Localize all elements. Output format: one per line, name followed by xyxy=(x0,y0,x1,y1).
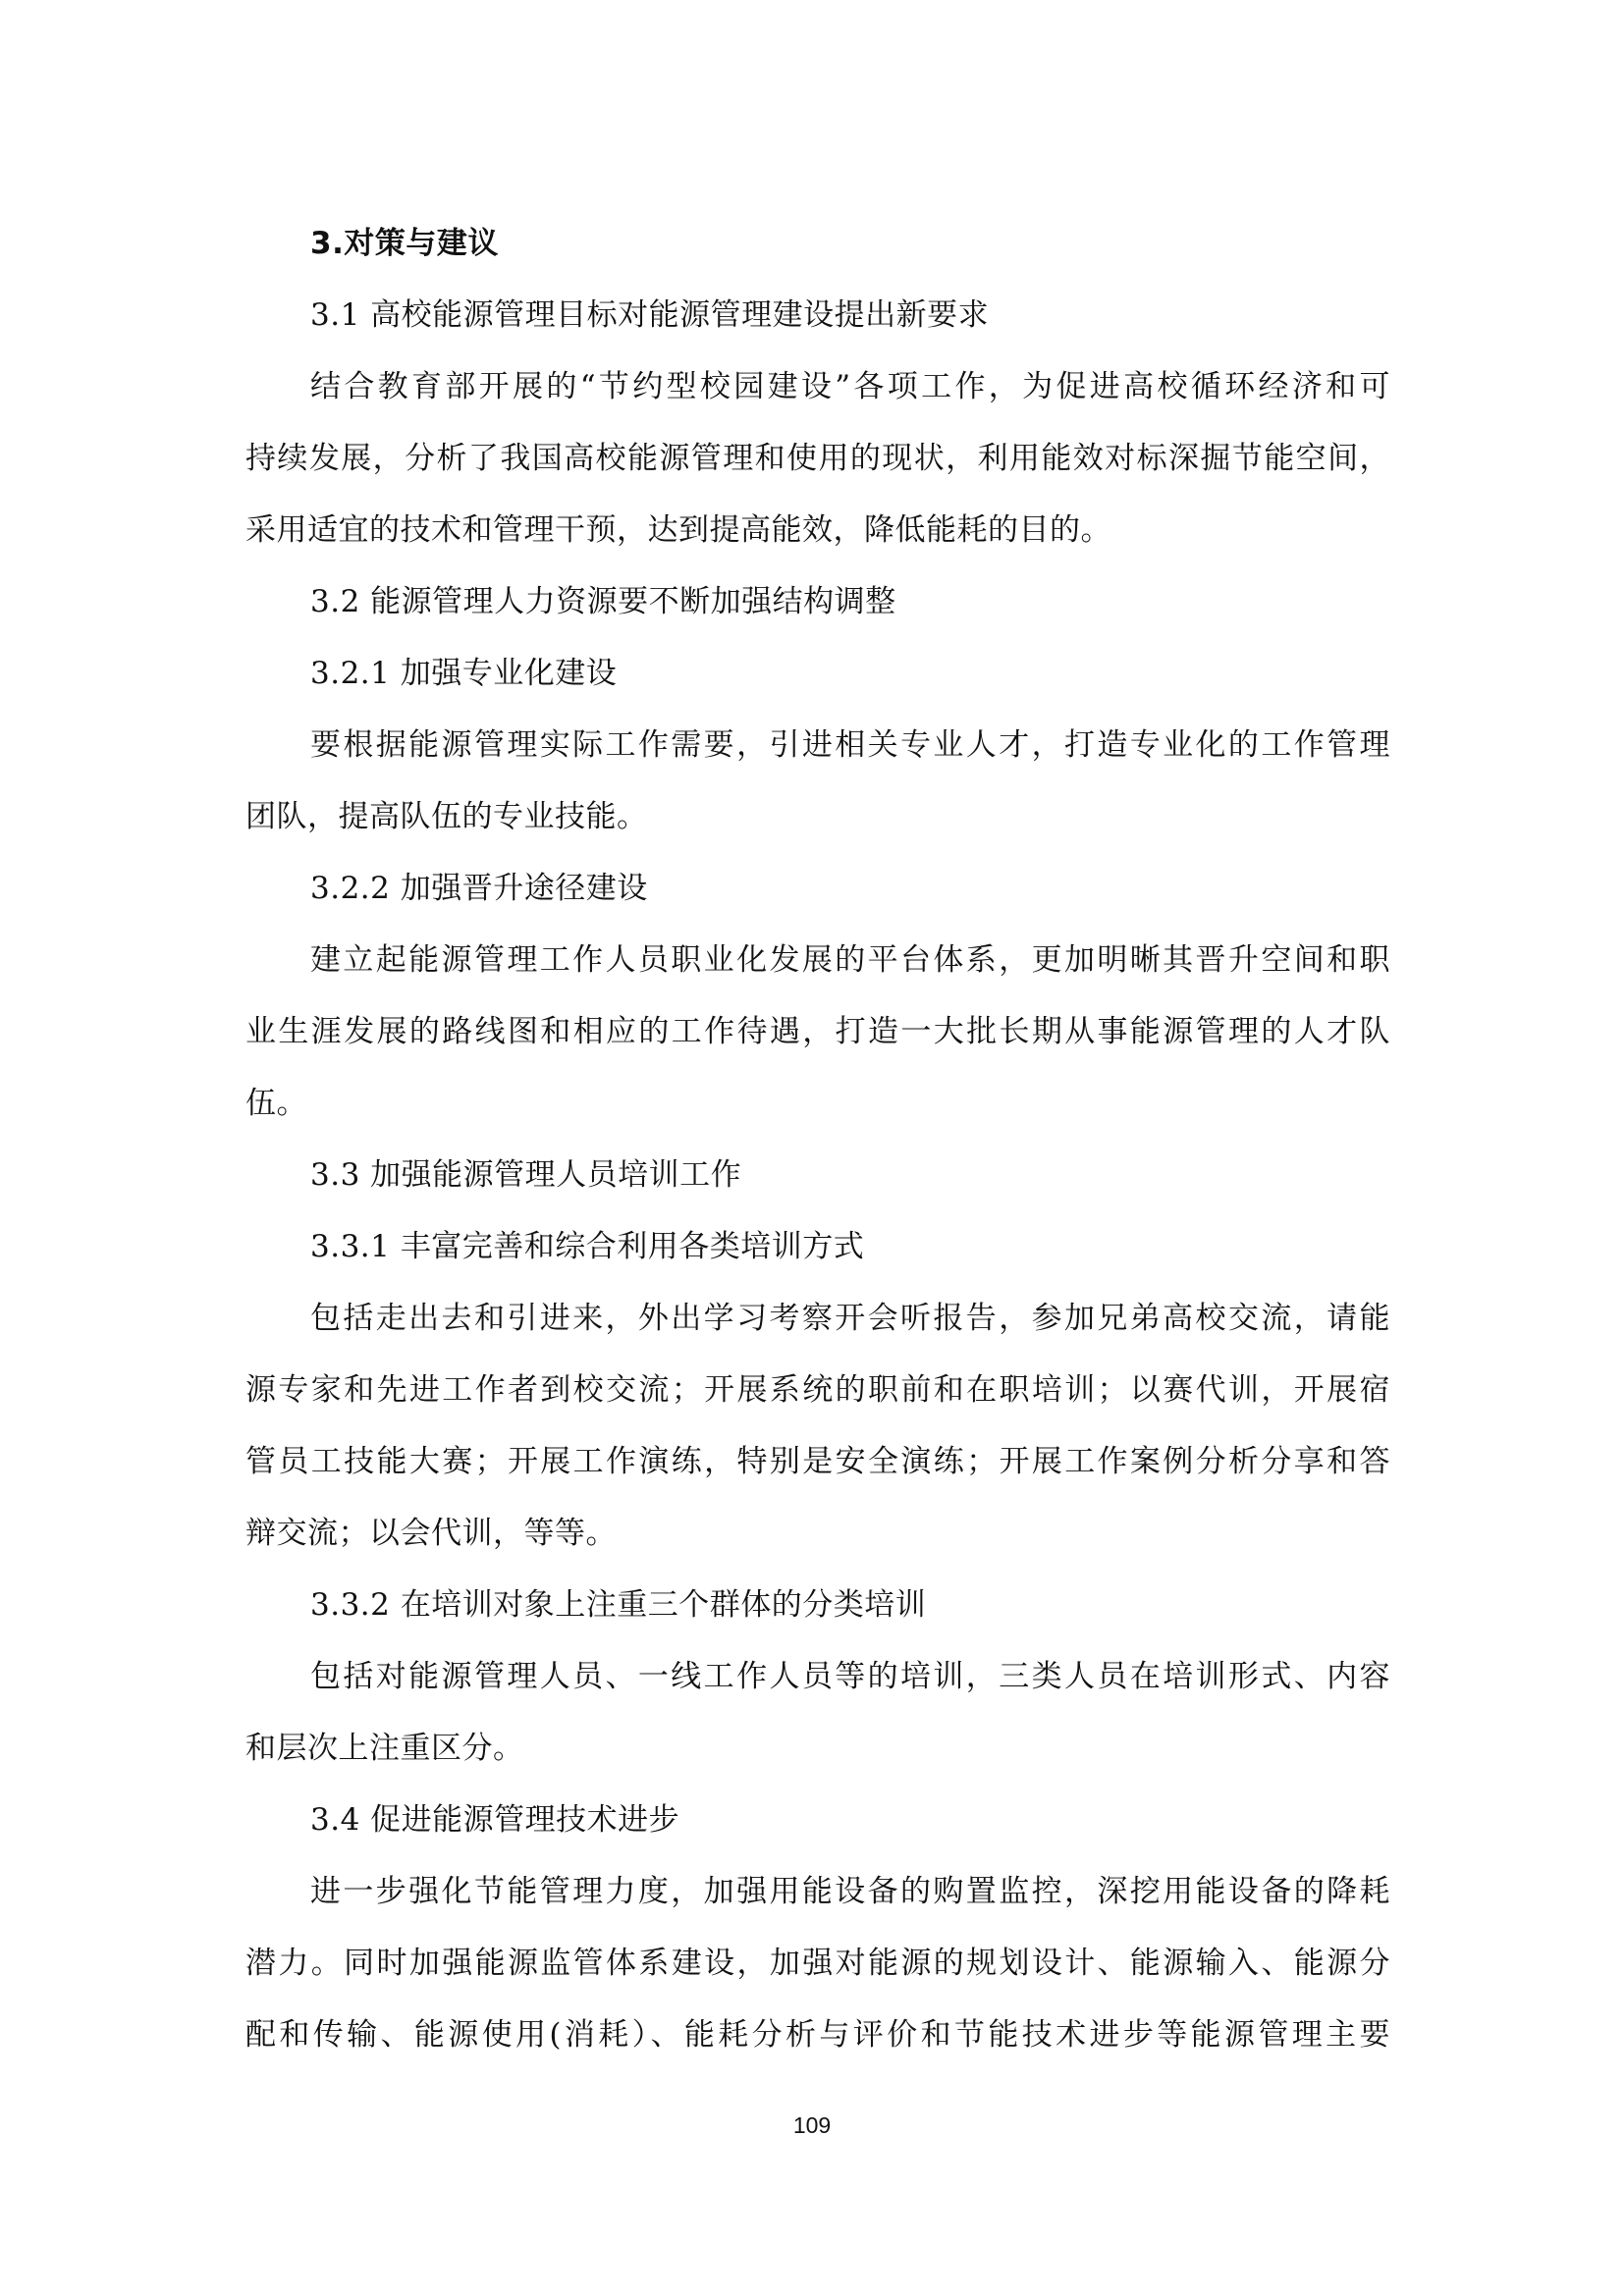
subsection-title-3-1: 3.1 高校能源管理目标对能源管理建设提出新要求 xyxy=(310,297,990,333)
subsection-title-3-2-2: 3.2.2 加强晋升途径建设 xyxy=(310,871,648,906)
paragraph-line: 业生涯发展的路线图和相应的工作待遇，打造一大批长期从事能源管理的人才队 xyxy=(245,1014,1390,1049)
paragraph-line: 结合教育部开展的“节约型校园建设”各项工作，为促进高校循环经济和可 xyxy=(310,369,1390,404)
subsection-title-3-3-1: 3.3.1 丰富完善和综合利用各类培训方式 xyxy=(310,1229,865,1264)
section-heading: 3.对策与建议 xyxy=(310,226,499,261)
paragraph-line: 管员工技能大赛；开展工作演练，特别是安全演练；开展工作案例分析分享和答 xyxy=(245,1444,1390,1479)
paragraph-line: 团队，提高队伍的专业技能。 xyxy=(245,799,648,834)
paragraph-line: 配和传输、能源使用(消耗）、能耗分析与评价和节能技术进步等能源管理主要 xyxy=(245,2017,1390,2053)
paragraph-line: 伍。 xyxy=(245,1086,307,1121)
subsection-title-3-2: 3.2 能源管理人力资源要不断加强结构调整 xyxy=(310,584,896,619)
paragraph-line: 要根据能源管理实际工作需要，引进相关专业人才，打造专业化的工作管理 xyxy=(310,727,1390,763)
subsection-title-3-2-1: 3.2.1 加强专业化建设 xyxy=(310,656,618,691)
paragraph-line: 辩交流；以会代训，等等。 xyxy=(245,1516,617,1551)
paragraph-line: 进一步强化节能管理力度，加强用能设备的购置监控，深挖用能设备的降耗 xyxy=(310,1874,1390,1909)
subsection-title-3-3-2: 3.3.2 在培训对象上注重三个群体的分类培训 xyxy=(310,1587,927,1623)
paragraph-line: 潜力。同时加强能源监管体系建设，加强对能源的规划设计、能源输入、能源分 xyxy=(245,1946,1390,1981)
paragraph-line: 持续发展，分析了我国高校能源管理和使用的现状，利用能效对标深掘节能空间， xyxy=(245,441,1390,476)
subsection-title-3-4: 3.4 促进能源管理技术进步 xyxy=(310,1802,680,1838)
subsection-title-3-3: 3.3 加强能源管理人员培训工作 xyxy=(310,1157,742,1193)
paragraph-line: 包括对能源管理人员、一线工作人员等的培训，三类人员在培训形式、内容 xyxy=(310,1659,1390,1694)
paragraph-line: 源专家和先进工作者到校交流；开展系统的职前和在职培训；以赛代训，开展宿 xyxy=(245,1372,1390,1408)
paragraph-line: 采用适宜的技术和管理干预，达到提高能效，降低能耗的目的。 xyxy=(245,512,1111,548)
paragraph-line: 和层次上注重区分。 xyxy=(245,1731,524,1766)
page-number: 109 xyxy=(792,2112,832,2138)
paragraph-line: 包括走出去和引进来，外出学习考察开会听报告，参加兄弟高校交流，请能 xyxy=(310,1301,1390,1336)
paragraph-line: 建立起能源管理工作人员职业化发展的平台体系，更加明晰其晋升空间和职 xyxy=(310,942,1390,978)
document-body xyxy=(245,208,1390,2071)
